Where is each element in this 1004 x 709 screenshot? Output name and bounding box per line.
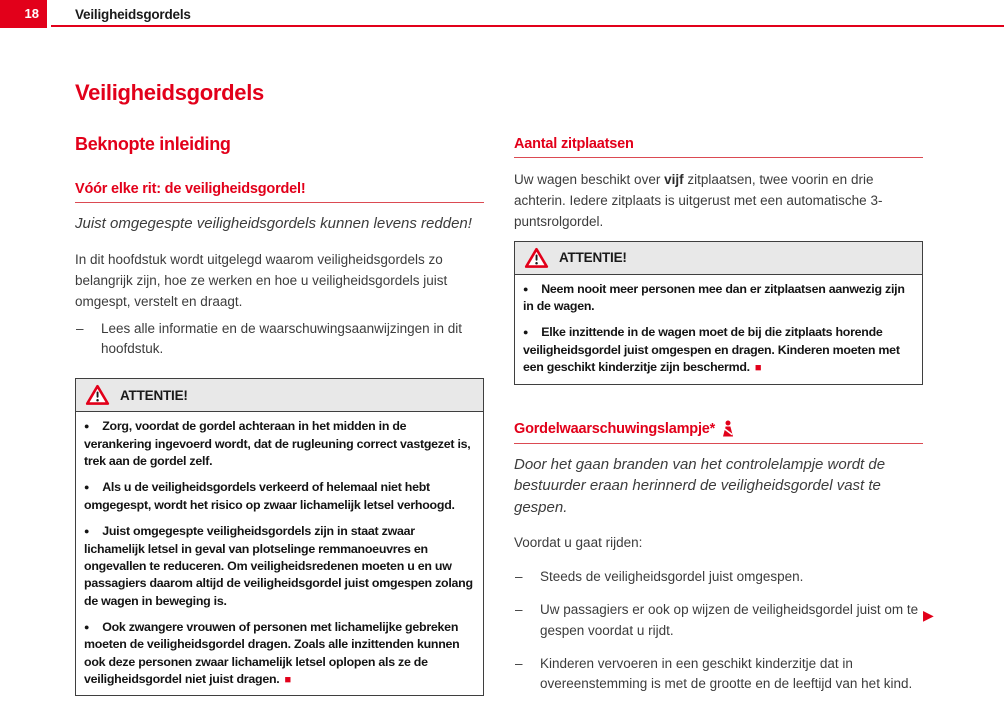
- right-column: [514, 136, 923, 707]
- warning-bullet-text: Elke inzittende in de wagen moet de bij die zitplaats horende veiligheidsgordel juist omgespen en dragen. Kinderen moeten met een geschikt kinderzitje zijn beschermd.: [523, 325, 900, 375]
- seats-paragraph: [514, 170, 923, 233]
- warning-bullet-text: Ook zwangere vrouwen of personen met lichamelijke gebreken moeten de veiligheidsgordel dragen. Zoals alle inzittenden kunnen ook deze personen zwaar lichamelijk letsel oplopen als ze de veiligheidsgordel niet juist dragen.: [84, 619, 460, 687]
- heading-aantal-zitplaatsen: [514, 136, 923, 158]
- section-title-beknopte-inleiding: Beknopte inleiding: [75, 134, 231, 154]
- paragraph-text: zitplaatsen, twee voorin en drie achterin. Iedere zitplaats is uitgerust met een automatische 3-puntsrolgordel.: [514, 172, 883, 229]
- warning-bullet-text: Juist omgegespte veiligheidsgordels zijn in staat zwaar lichamelijk letsel in geval van plotselinge remmanoeuvres en ongevallen te reduceren. Om veiligheidsredenen moeten u en uw passagiers daarom altijd de veiligheidsgordel juist omgespen zolang de wagen in beweging is.: [84, 524, 473, 608]
- page-header: [0, 0, 1004, 32]
- warning-box-header: [515, 242, 922, 275]
- warning-bullet: [523, 281, 914, 316]
- list-item: – Steeds de veiligheidsgordel juist omgespen.: [514, 567, 923, 588]
- lamp-lead-sentence: Door het gaan branden van het controlelampje wordt de bestuurder eraan herinnerd de veiligheidsgordel vast te gespen.: [514, 455, 886, 517]
- warning-box-left: [75, 378, 484, 696]
- heading-label: Gordelwaarschuwingslampje*: [514, 421, 716, 438]
- before-driving-list: [514, 567, 923, 696]
- heading-label: Aantal zitplaatsen: [514, 136, 634, 152]
- warning-bullet-text: Neem nooit meer personen mee dan er zitplaatsen aanwezig zijn in de wagen.: [523, 281, 905, 314]
- end-of-section-marker: ■: [754, 362, 762, 375]
- warning-box-body: [76, 412, 483, 695]
- list-item: – Kinderen vervoeren in een geschikt kinderzitje dat in overeenstemming is met de grootte en de leeftijd van het kind.: [514, 654, 923, 696]
- warning-box-header: [76, 379, 483, 412]
- heading-gordelwaarschuwingslampje: [514, 421, 923, 444]
- left-column: [75, 134, 484, 696]
- before-driving-intro: Voordat u gaat rijden:: [514, 534, 643, 550]
- page-number: 18: [24, 6, 39, 21]
- warning-title: ATTENTIE!: [120, 387, 188, 403]
- warning-triangle-icon: [524, 247, 549, 269]
- page-number-block: [0, 0, 47, 28]
- intro-paragraph: In dit hoofdstuk wordt uitgelegd waarom veiligheidsgordels zo belangrijk zijn, hoe ze werken en hoe u veiligheidsgordels juist omgespt, verstelt en draagt.: [75, 251, 448, 309]
- header-rule: [51, 25, 1004, 27]
- list-item: – Lees alle informatie en de waarschuwingsaanwijzingen in dit hoofdstuk.: [75, 319, 484, 361]
- page-title: Veiligheidsgordels: [75, 80, 264, 105]
- end-of-section-marker: ■: [284, 674, 291, 687]
- subsection-heading-voor-elke-rit: [75, 181, 484, 203]
- list-item: – Uw passagiers er ook op wijzen de veiligheidsgordel juist om te gespen voordat u rijdt.: [514, 600, 923, 642]
- warning-bullet-text: Zorg, voordat de gordel achteraan in het midden in de verankering ingevoerd wordt, dat de rugleuning correct vastgezet is, trek aan de gordel zelf.: [84, 419, 471, 469]
- warning-bullet: [84, 619, 475, 688]
- instruction-list: [75, 319, 484, 361]
- warning-bullet: [84, 418, 475, 470]
- lead-sentence: Juist omgegespte veiligheidsgordels kunnen levens redden!: [75, 215, 472, 232]
- warning-box-body: [515, 275, 922, 384]
- warning-title: ATTENTIE!: [559, 250, 627, 266]
- warning-bullet-text: Als u de veiligheidsgordels verkeerd of helemaal niet hebt omgegespt, wordt het risico op zwaar lichamelijk letsel verhoogd.: [84, 480, 455, 512]
- page-continuation-arrow-icon: ▶: [923, 607, 934, 623]
- subsection-heading-label: Vóór elke rit: de veiligheidsgordel!: [75, 181, 306, 197]
- chapter-title: Veiligheidsgordels: [75, 7, 191, 22]
- paragraph-text: Uw wagen beschikt over: [514, 172, 665, 187]
- warning-box-right: [514, 241, 923, 385]
- warning-bullet: [84, 479, 475, 514]
- warning-bullet: [523, 324, 914, 376]
- emphasized-word: vijf: [664, 172, 684, 187]
- warning-triangle-icon: [85, 384, 110, 406]
- warning-bullet: [84, 523, 475, 610]
- seatbelt-warning-lamp-icon: [721, 420, 735, 437]
